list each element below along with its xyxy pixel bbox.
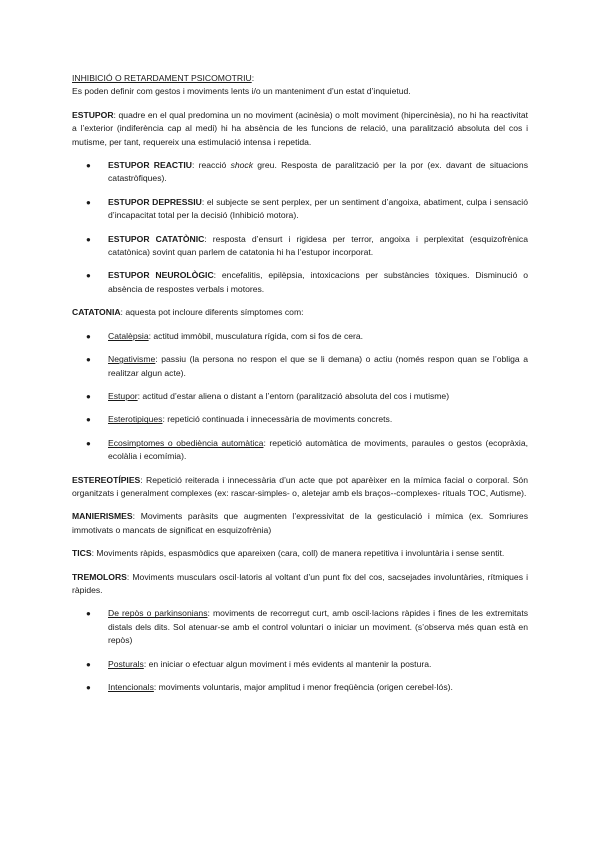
list-item: ● Negativisme: passiu (la persona no respon el que se li demana) o actiu (només respon quan se l’obliga a realitzar algun acte).	[86, 354, 528, 378]
bullet-icon: ●	[86, 161, 91, 171]
bullet-icon: ●	[86, 438, 91, 448]
list-item: ● Posturals: en iniciar o efectuar algun moviment i més evidents al mantenir la postura.	[72, 658, 528, 671]
bullet-icon: ●	[86, 415, 91, 425]
list-item: ● ESTUPOR CATATÒNIC: resposta d’ensurt i rigidesa per terror, angoixa i perplexitat (esquizofrènica catatònica) sovint quan parlem de catatonia hi ha l’estupor incorporat.	[86, 233, 528, 258]
manierismes-paragraph: MANIERISMES: Moviments paràsits que augmenten l’expressivitat de la gesticulació i mímica (ex. Somriures immotivats o mancats de significat en esquizofrènia)	[72, 511, 528, 535]
list-item: ● Intencionals: moviments voluntaris, major amplitud i menor freqüència (origen cerebel·lós).	[72, 681, 528, 694]
list-item: ● Catalèpsia: actitud immòbil, musculatura rígida, com si fos de cera.	[72, 330, 528, 343]
section-title: INHIBICIÓ O RETARDAMENT PSICOMOTRIU:	[72, 73, 255, 83]
catatonia-list	[72, 330, 528, 464]
bullet-icon: ●	[86, 355, 91, 365]
estupor-list	[72, 159, 528, 296]
bullet-icon: ●	[86, 659, 91, 669]
list-item: ● ESTUPOR DEPRESSIU: el subjecte se sent perplex, per un sentiment d’angoixa, abatiment, culpa i sensació d’incapacitat total per la decisió (Inhibició motora).	[86, 196, 528, 221]
list-item: ● ESTUPOR REACTIU: reacció shock greu. Resposta de paralització per la por (ex. davant de situacions catastròfiques).	[86, 160, 528, 184]
tremolors-paragraph: TREMOLORS: Moviments musculars oscil·latoris al voltant d’un punt fix del cos, sacsejades involuntàries, rítmiques i ràpides.	[72, 571, 528, 595]
tics-paragraph: TICS: Moviments ràpids, espasmòdics que apareixen (cara, coll) de manera repetitiva i involuntària i sense sentit.	[72, 548, 505, 559]
list-item: ● Estupor: actitud d’estar aliena o distant a l’entorn (paralització absoluta del cos i mutisme)	[72, 390, 528, 403]
bullet-icon: ●	[86, 391, 91, 401]
bullet-icon: ●	[86, 609, 91, 619]
list-item: ● Esterotipiques: repetició continuada i innecessària de moviments concrets.	[72, 413, 528, 426]
intro-paragraph: Es poden definir com gestos i moviments lents i/o un manteniment d’un estat d’inquietud.	[72, 86, 411, 97]
list-item: ● De repòs o parkinsonians: moviments de recorregut curt, amb oscil·lacions ràpides i fines de les extremitats distals dels dits. Sol atenuar-se amb el control voluntari o iniciar un moviment. (s’observa més quan està en repòs)	[86, 608, 529, 646]
list-item: ● ESTUPOR NEUROLÒGIC: encefalitis, epilèpsia, intoxicacions per substàncies tòxiques. Disminució o absència de respostes verbals i motores.	[86, 270, 528, 294]
list-item: ● Ecosimptomes o obediència automàtica: repetició automàtica de moviments, paraules o gestos (ecopràxia, ecolàlia i ecomímia).	[86, 437, 529, 462]
bullet-icon: ●	[86, 271, 91, 281]
bullet-icon: ●	[86, 197, 91, 207]
bullet-icon: ●	[86, 683, 91, 692]
catatonia-paragraph: CATATONIA: aquesta pot incloure diferents símptomes com:	[72, 307, 304, 318]
tremolors-list	[72, 607, 528, 694]
estupor-paragraph: ESTUPOR: quadre en el qual predomina un no moviment (acinèsia) o molt moviment (hipercinèsia), no hi ha reactivitat a l’exterior (indiferència cap al medi) hi ha absència de les funcions de relació, una paralització absoluta del cos i mutisme, per tant, requereix una estimulació intensa i repetida.	[72, 109, 528, 147]
bullet-icon: ●	[86, 331, 91, 341]
estereotipies-paragraph: ESTEREOTÍPIES: Repetició reiterada i innecessària d’un acte que pot aparèixer en la mímica facial o corporal. Són organitzats i generalment complexes (ex: rascar-simples- o, aletejar amb els braços--complexes- rituals TOC, Autisme).	[72, 474, 528, 498]
bullet-icon: ●	[86, 234, 91, 244]
